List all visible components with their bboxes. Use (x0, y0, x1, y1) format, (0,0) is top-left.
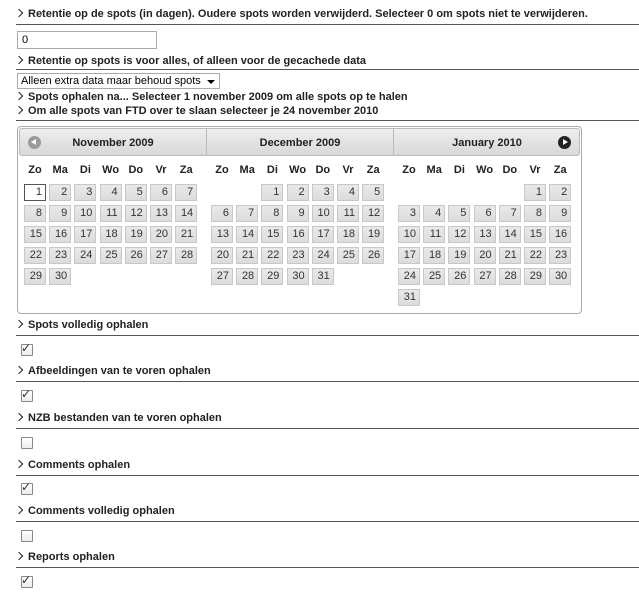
weekday-header: Do (315, 164, 331, 176)
retention-days-input[interactable] (17, 31, 157, 49)
calendar-day[interactable]: 23 (287, 247, 309, 264)
retrieve-after-note-text: Om alle spots van FTD over te slaan selecteer je 24 november 2010 (28, 105, 379, 117)
calendar-day[interactable]: 16 (287, 226, 309, 243)
divider (16, 428, 639, 429)
calendar-day[interactable]: 11 (337, 205, 359, 222)
calendar-day[interactable]: 26 (125, 247, 147, 264)
calendar-day[interactable]: 31 (312, 268, 334, 285)
calendar-day[interactable]: 1 (261, 184, 283, 201)
calendar-day[interactable]: 25 (337, 247, 359, 264)
calendar-day[interactable]: 8 (24, 205, 46, 222)
calendar-day[interactable]: 27 (150, 247, 172, 264)
calendar-day[interactable]: 12 (125, 205, 147, 222)
calendar-day[interactable]: 28 (499, 268, 521, 285)
calendar-day[interactable]: 25 (423, 268, 445, 285)
comments-full-heading (16, 505, 175, 518)
weekday-header: Di (266, 164, 278, 176)
chevron-right-icon (15, 92, 23, 100)
weekday-header: Vr (342, 164, 354, 176)
comments-full-checkbox[interactable] (21, 530, 33, 542)
calendar-day[interactable]: 7 (236, 205, 258, 222)
calendar-day[interactable]: 21 (236, 247, 258, 264)
calendar-day[interactable]: 11 (100, 205, 122, 222)
calendar-day[interactable]: 13 (150, 205, 172, 222)
calendar-day[interactable]: 13 (211, 226, 233, 243)
chevron-right-icon (15, 460, 23, 468)
calendar-day[interactable]: 14 (499, 226, 521, 243)
calendar-day[interactable]: 14 (236, 226, 258, 243)
calendar-day[interactable]: 19 (362, 226, 384, 243)
calendar-day[interactable]: 3 (312, 184, 334, 201)
calendar-day[interactable]: 4 (337, 184, 359, 201)
calendar-day[interactable]: 30 (49, 268, 71, 285)
calendar-day[interactable]: 6 (150, 184, 172, 201)
weekday-header: Di (79, 164, 91, 176)
chevron-right-icon (15, 506, 23, 514)
chevron-right-icon (15, 56, 23, 64)
full-spots-label: Spots volledig ophalen (28, 319, 149, 331)
weekday-header: Zo (215, 164, 229, 176)
divider (16, 567, 639, 568)
calendar-day[interactable]: 12 (448, 226, 470, 243)
calendar-day[interactable]: 13 (474, 226, 496, 243)
weekday-header: Za (179, 164, 193, 176)
retention-scope-value: Alleen extra data maar behoud spots (21, 75, 201, 87)
calendar-day[interactable]: 29 (524, 268, 546, 285)
calendar-day[interactable]: 4 (423, 205, 445, 222)
weekday-header: Vr (155, 164, 167, 176)
calendar-day[interactable]: 10 (74, 205, 96, 222)
calendar-day[interactable]: 30 (287, 268, 309, 285)
calendar-day[interactable]: 31 (398, 289, 420, 306)
chevron-right-icon (15, 9, 23, 17)
retrieve-after-label: Spots ophalen na... Selecteer 1 november 2009 om alle spots op te halen (28, 91, 408, 103)
calendar-day[interactable]: 21 (499, 247, 521, 264)
retention-heading (16, 8, 588, 21)
weekday-header: Ma (426, 164, 442, 176)
calendar-day[interactable]: 9 (549, 205, 571, 222)
calendar-day[interactable]: 21 (175, 226, 197, 243)
calendar-day[interactable]: 20 (474, 247, 496, 264)
calendar-day[interactable]: 3 (398, 205, 420, 222)
calendar-day[interactable]: 24 (312, 247, 334, 264)
divider (16, 335, 639, 336)
month-title-november: November 2009 (72, 137, 154, 149)
calendar-day[interactable]: 23 (549, 247, 571, 264)
divider (16, 521, 639, 522)
retention-scope-heading (16, 55, 366, 68)
retrieve-after-heading (16, 91, 408, 104)
weekday-header: Di (453, 164, 465, 176)
weekday-header: Do (502, 164, 518, 176)
calendar-day[interactable]: 9 (49, 205, 71, 222)
weekday-header: Zo (402, 164, 416, 176)
comments-label: Comments ophalen (28, 459, 131, 471)
calendar-day[interactable]: 18 (423, 247, 445, 264)
calendar-day[interactable]: 18 (100, 226, 122, 243)
calendar-day[interactable]: 29 (261, 268, 283, 285)
calendar-day[interactable]: 8 (524, 205, 546, 222)
reports-checkbox[interactable] (21, 573, 33, 588)
calendar-day[interactable]: 1 (524, 184, 546, 201)
check-icon: ✓ (21, 480, 32, 494)
calendar-day[interactable]: 7 (499, 205, 521, 222)
chevron-down-icon (207, 80, 215, 84)
calendar-day[interactable]: 15 (261, 226, 283, 243)
nzb-heading (16, 412, 222, 425)
calendar-day[interactable]: 5 (362, 184, 384, 201)
reports-heading (16, 551, 115, 564)
chevron-right-icon (15, 552, 23, 560)
divider (16, 69, 639, 70)
nzb-label: NZB bestanden van te voren ophalen (28, 412, 222, 424)
weekday-header: Za (553, 164, 567, 176)
weekday-header: Do (128, 164, 144, 176)
nzb-checkbox[interactable] (21, 437, 33, 449)
calendar-day[interactable]: 20 (211, 247, 233, 264)
calendar-day[interactable]: 2 (549, 184, 571, 201)
calendar-day[interactable]: 15 (524, 226, 546, 243)
weekday-header: Wo (476, 164, 494, 176)
calendar-day[interactable]: 19 (448, 247, 470, 264)
divider (16, 120, 639, 121)
full-spots-checkbox[interactable] (21, 341, 33, 356)
weekday-header: Ma (239, 164, 255, 176)
weekday-header: Ma (52, 164, 68, 176)
images-checkbox[interactable] (21, 387, 33, 402)
datepicker (17, 126, 582, 314)
retention-scope-label: Retentie op spots is voor alles, of alleen voor de gecachede data (28, 55, 367, 67)
calendar-day[interactable]: 17 (398, 247, 420, 264)
calendar-day[interactable]: 15 (24, 226, 46, 243)
calendar-day[interactable]: 20 (150, 226, 172, 243)
calendar-day[interactable]: 2 (49, 184, 71, 201)
weekday-header: Wo (289, 164, 307, 176)
calendar-day[interactable]: 7 (175, 184, 197, 201)
weekday-header: Wo (102, 164, 120, 176)
calendar-day[interactable]: 12 (362, 205, 384, 222)
month-title-december: December 2009 (259, 137, 341, 149)
calendar-day[interactable]: 17 (74, 226, 96, 243)
retention-scope-select[interactable] (17, 73, 220, 89)
calendar-day[interactable]: 26 (448, 268, 470, 285)
calendar-day[interactable]: 22 (261, 247, 283, 264)
retrieve-after-note (16, 105, 378, 118)
full-spots-heading (16, 319, 148, 332)
calendar-day[interactable]: 4 (100, 184, 122, 201)
chevron-right-icon (15, 366, 23, 374)
weekday-header: Vr (529, 164, 541, 176)
calendar-day[interactable]: 8 (261, 205, 283, 222)
reports-label: Reports ophalen (28, 551, 115, 563)
calendar-day[interactable]: 1 (24, 184, 46, 201)
calendar-day[interactable]: 5 (125, 184, 147, 201)
calendar-day[interactable]: 27 (211, 268, 233, 285)
divider (16, 381, 639, 382)
calendar-day[interactable]: 17 (312, 226, 334, 243)
calendar-day[interactable]: 14 (175, 205, 197, 222)
divider (16, 24, 639, 25)
calendar-day[interactable]: 29 (24, 268, 46, 285)
calendar-day[interactable]: 27 (474, 268, 496, 285)
comments-heading (16, 459, 130, 472)
chevron-right-icon (15, 106, 23, 114)
calendar-day[interactable]: 28 (236, 268, 258, 285)
retention-label: Retentie op de spots (in dagen). Oudere spots worden verwijderd. Selecteer 0 om spots niet te verwijderen. (28, 8, 588, 20)
divider (16, 475, 639, 476)
weekday-header: Za (366, 164, 380, 176)
images-heading (16, 365, 211, 378)
calendar-day[interactable]: 10 (312, 205, 334, 222)
calendar-day[interactable]: 25 (100, 247, 122, 264)
calendar-day[interactable]: 28 (175, 247, 197, 264)
calendar-day[interactable]: 6 (474, 205, 496, 222)
chevron-right-icon (15, 320, 23, 328)
circle-arrow-right-icon[interactable] (558, 136, 571, 149)
calendar-day[interactable]: 22 (24, 247, 46, 264)
calendar-day[interactable]: 24 (74, 247, 96, 264)
calendar-day[interactable]: 24 (398, 268, 420, 285)
check-icon: ✓ (21, 573, 32, 587)
check-icon: ✓ (21, 387, 32, 401)
calendar-day[interactable]: 26 (362, 247, 384, 264)
comments-checkbox[interactable] (21, 480, 33, 495)
weekday-header: Zo (28, 164, 42, 176)
calendar-day[interactable]: 2 (287, 184, 309, 201)
month-title-january: January 2010 (452, 137, 522, 149)
calendar-day[interactable]: 18 (337, 226, 359, 243)
datepicker-header (19, 128, 580, 156)
calendar-day[interactable]: 16 (549, 226, 571, 243)
calendar-day[interactable]: 6 (211, 205, 233, 222)
calendar-day[interactable]: 11 (423, 226, 445, 243)
images-label: Afbeeldingen van te voren ophalen (28, 365, 211, 377)
calendar-day[interactable]: 5 (448, 205, 470, 222)
calendar-day[interactable]: 10 (398, 226, 420, 243)
calendar-day[interactable]: 16 (49, 226, 71, 243)
calendar-day[interactable]: 30 (549, 268, 571, 285)
chevron-right-icon (15, 413, 23, 421)
calendar-day[interactable]: 19 (125, 226, 147, 243)
calendar-day[interactable]: 23 (49, 247, 71, 264)
calendar-day[interactable]: 3 (74, 184, 96, 201)
comments-full-label: Comments volledig ophalen (28, 505, 175, 517)
check-icon: ✓ (21, 341, 32, 355)
calendar-day[interactable]: 9 (287, 205, 309, 222)
calendar-day[interactable]: 22 (524, 247, 546, 264)
